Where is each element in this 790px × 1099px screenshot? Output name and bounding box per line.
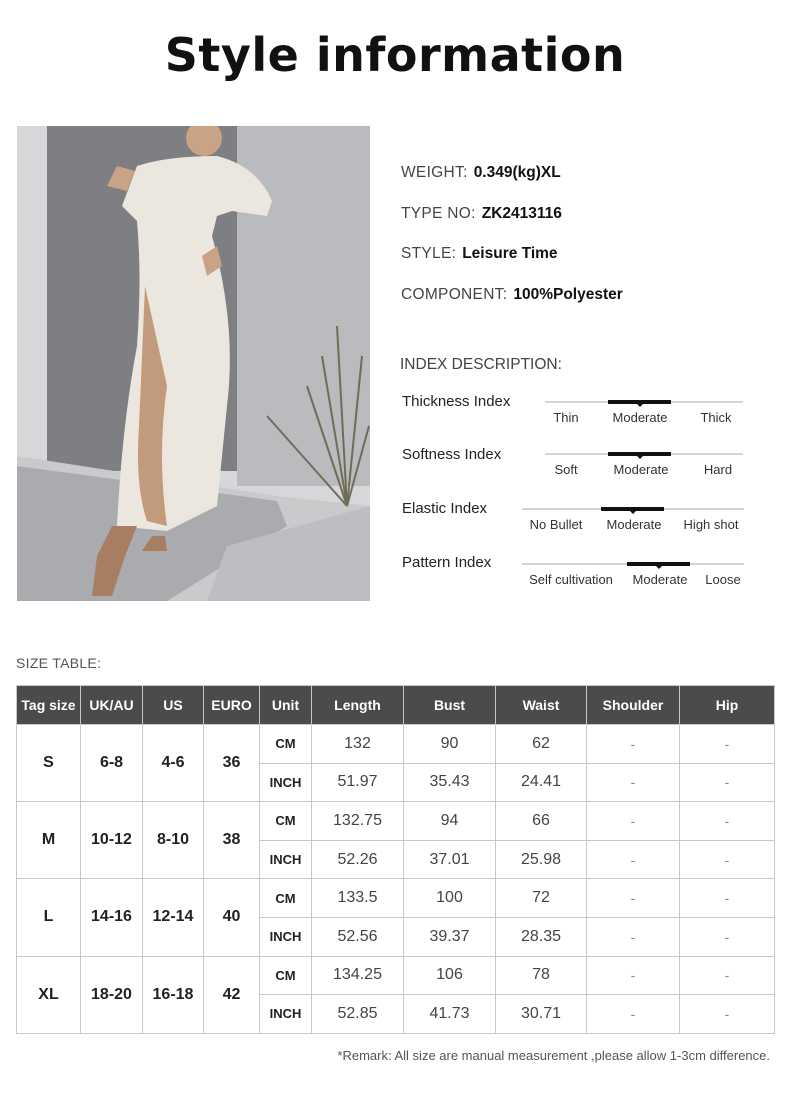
thickness-option-moderate: Moderate	[612, 410, 668, 425]
size-table	[16, 685, 775, 1034]
size-table-header-row	[17, 686, 775, 725]
tag-size-cell: XL	[17, 956, 81, 1033]
thickness-option-thin: Thin	[553, 410, 579, 425]
header-unit: Unit	[260, 686, 312, 725]
softness-option-moderate: Moderate	[613, 462, 669, 477]
elastic-option-moderate: Moderate	[606, 517, 662, 532]
hip-cell: -	[680, 917, 775, 956]
bust-cell: 37.01	[404, 840, 496, 879]
length-cell: 133.5	[312, 879, 404, 918]
style-row	[401, 245, 558, 263]
waist-cell: 25.98	[496, 840, 587, 879]
hip-cell: -	[680, 725, 775, 764]
hip-cell: -	[680, 840, 775, 879]
header-hip: Hip	[680, 686, 775, 725]
table-row	[17, 879, 775, 918]
hip-cell: -	[680, 879, 775, 918]
weight-value: 0.349(kg)XL	[473, 164, 561, 181]
uk-au-cell: 10-12	[81, 802, 143, 879]
waist-cell: 30.71	[496, 995, 587, 1034]
header-shoulder: Shoulder	[587, 686, 680, 725]
index-description-heading: INDEX DESCRIPTION:	[400, 356, 562, 373]
length-cell: 52.56	[312, 917, 404, 956]
shoulder-cell: -	[587, 725, 680, 764]
header-tag-size: Tag size	[17, 686, 81, 725]
elastic-index-scale	[522, 508, 744, 538]
waist-cell: 72	[496, 879, 587, 918]
unit-cell: CM	[260, 725, 312, 764]
elastic-index-label: Elastic Index	[402, 500, 488, 517]
unit-cell: CM	[260, 879, 312, 918]
bust-cell: 41.73	[404, 995, 496, 1034]
unit-cell: CM	[260, 802, 312, 841]
header-euro: EURO	[204, 686, 260, 725]
tag-size-cell: M	[17, 802, 81, 879]
shoulder-cell: -	[587, 763, 680, 802]
shoulder-cell: -	[587, 917, 680, 956]
style-value: Leisure Time	[462, 245, 558, 262]
softness-index-label: Softness Index	[402, 446, 502, 463]
euro-cell: 40	[204, 879, 260, 956]
table-row	[17, 802, 775, 841]
unit-cell: INCH	[260, 763, 312, 802]
hip-cell: -	[680, 763, 775, 802]
waist-cell: 78	[496, 956, 587, 995]
unit-cell: CM	[260, 956, 312, 995]
header-uk-au: UK/AU	[81, 686, 143, 725]
bust-cell: 35.43	[404, 763, 496, 802]
type-no-row	[401, 205, 562, 223]
euro-cell: 38	[204, 802, 260, 879]
softness-option-soft: Soft	[554, 462, 578, 477]
unit-cell: INCH	[260, 917, 312, 956]
component-label: COMPONENT:	[401, 286, 508, 303]
shoulder-cell: -	[587, 995, 680, 1034]
pattern-index-label: Pattern Index	[402, 554, 492, 571]
length-cell: 52.85	[312, 995, 404, 1034]
thickness-option-thick: Thick	[700, 410, 732, 425]
us-cell: 16-18	[143, 956, 204, 1033]
uk-au-cell: 6-8	[81, 725, 143, 802]
weight-row	[401, 164, 561, 182]
shoulder-cell: -	[587, 879, 680, 918]
softness-option-hard: Hard	[703, 462, 733, 477]
waist-cell: 62	[496, 725, 587, 764]
thickness-index-scale	[545, 401, 743, 431]
elastic-option-high-shot: High shot	[683, 517, 739, 532]
hip-cell: -	[680, 802, 775, 841]
uk-au-cell: 14-16	[81, 879, 143, 956]
us-cell: 12-14	[143, 879, 204, 956]
length-cell: 51.97	[312, 763, 404, 802]
type-no-label: TYPE NO:	[401, 205, 476, 222]
bust-cell: 94	[404, 802, 496, 841]
euro-cell: 36	[204, 725, 260, 802]
type-no-value: ZK2413116	[481, 205, 562, 222]
measurement-remark: *Remark: All size are manual measurement ,please allow 1-3cm difference.	[337, 1048, 770, 1063]
product-photo	[17, 126, 370, 601]
shoulder-cell: -	[587, 956, 680, 995]
bust-cell: 39.37	[404, 917, 496, 956]
pattern-index-scale	[522, 563, 744, 593]
weight-label: WEIGHT:	[401, 164, 468, 181]
size-table-title: SIZE TABLE:	[16, 655, 102, 671]
waist-cell: 24.41	[496, 763, 587, 802]
unit-cell: INCH	[260, 840, 312, 879]
length-cell: 132.75	[312, 802, 404, 841]
uk-au-cell: 18-20	[81, 956, 143, 1033]
table-row	[17, 725, 775, 764]
bust-cell: 106	[404, 956, 496, 995]
style-label: STYLE:	[401, 245, 457, 262]
softness-index-scale	[545, 453, 743, 483]
header-bust: Bust	[404, 686, 496, 725]
thickness-index-label: Thickness Index	[402, 393, 511, 410]
hip-cell: -	[680, 956, 775, 995]
length-cell: 52.26	[312, 840, 404, 879]
pattern-option-moderate: Moderate	[632, 572, 688, 587]
header-waist: Waist	[496, 686, 587, 725]
length-cell: 134.25	[312, 956, 404, 995]
tag-size-cell: S	[17, 725, 81, 802]
us-cell: 8-10	[143, 802, 204, 879]
table-row	[17, 956, 775, 995]
tag-size-cell: L	[17, 879, 81, 956]
bust-cell: 100	[404, 879, 496, 918]
unit-cell: INCH	[260, 995, 312, 1034]
euro-cell: 42	[204, 956, 260, 1033]
shoulder-cell: -	[587, 802, 680, 841]
header-length: Length	[312, 686, 404, 725]
waist-cell: 28.35	[496, 917, 587, 956]
waist-cell: 66	[496, 802, 587, 841]
component-row	[401, 286, 623, 304]
us-cell: 4-6	[143, 725, 204, 802]
hip-cell: -	[680, 995, 775, 1034]
elastic-option-no-bullet: No Bullet	[529, 517, 583, 532]
component-value: 100%Polyester	[513, 286, 623, 303]
model-in-dress-image	[17, 126, 370, 601]
length-cell: 132	[312, 725, 404, 764]
header-us: US	[143, 686, 204, 725]
bust-cell: 90	[404, 725, 496, 764]
shoulder-cell: -	[587, 840, 680, 879]
pattern-option-self-cultivation: Self cultivation	[529, 572, 613, 587]
pattern-option-loose: Loose	[705, 572, 741, 587]
page-title: Style information	[164, 28, 626, 82]
